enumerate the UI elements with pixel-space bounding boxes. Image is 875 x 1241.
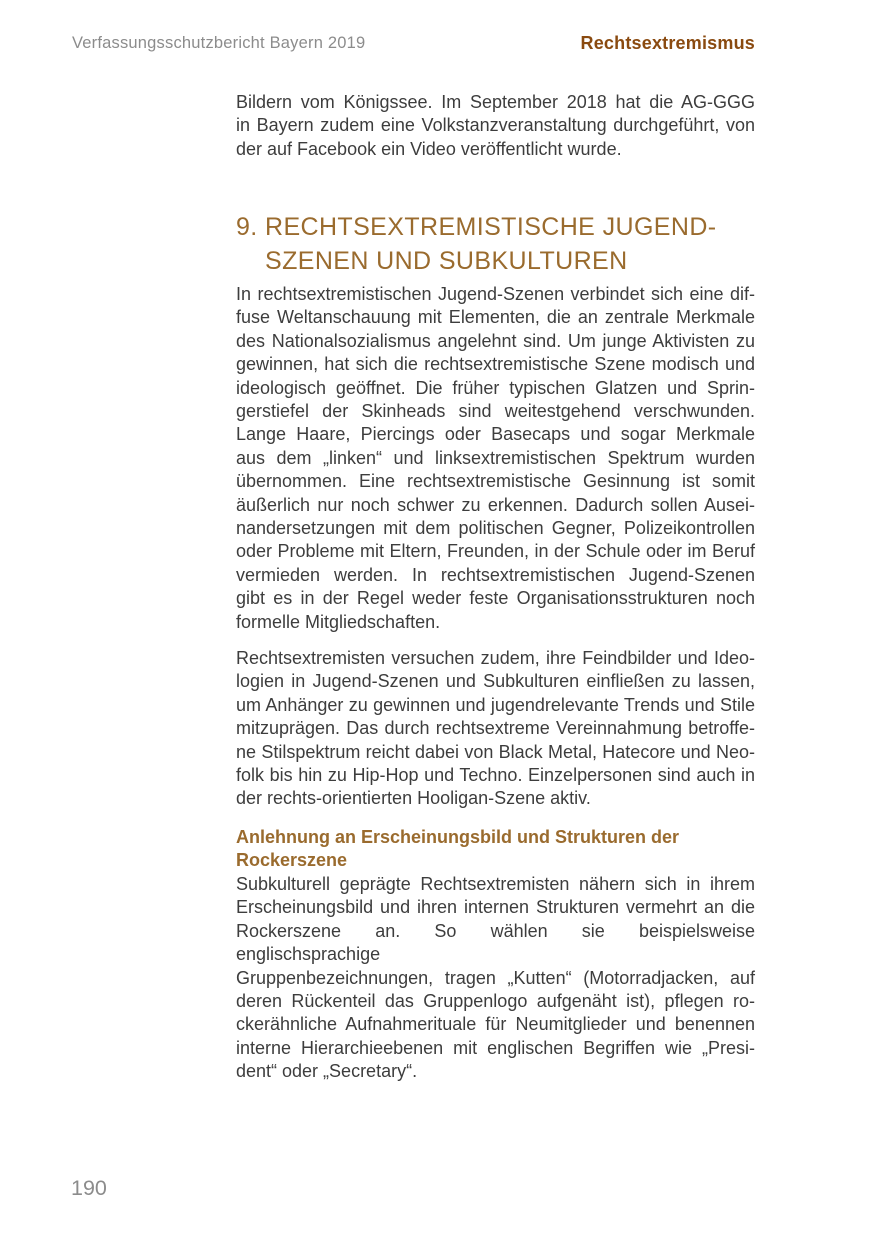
text-line: Erscheinungsbild und ihren internen Strukturen vermehrt an die	[236, 897, 755, 918]
running-head-report-title: Verfassungsschutzbericht Bayern 2019	[72, 34, 366, 52]
section-heading	[236, 210, 796, 278]
text-line: der rechts-orientierten Hooligan-Szene aktiv.	[236, 788, 591, 809]
paragraph-rockerszene	[236, 873, 755, 1084]
text-line: Bildern vom Königssee. Im September 2018 hat die AG-GGG	[236, 92, 755, 112]
section-heading-text	[265, 210, 717, 278]
text-line: des Nationalsozialismus angelehnt sind. Um junge Aktivisten zu	[236, 330, 755, 351]
text-line: äußerlich nur noch schwer zu erkennen. Dadurch sollen Ausei-	[236, 494, 755, 515]
text-line: mitzuprägen. Das durch rechtsextreme Vereinnahmung betroffe-	[236, 718, 755, 739]
text-line: gewinnen, hat sich die rechtsextremistische Szene modisch und	[236, 354, 755, 375]
paragraph-subkulturen	[236, 647, 755, 811]
text-line: In rechtsextremistischen Jugend-Szenen verbindet sich eine dif-	[236, 284, 755, 304]
sub-heading-rockerszene	[236, 826, 755, 873]
text-line: deren Rückenteil das Gruppenlogo aufgenäht ist), pflegen ro-	[236, 991, 755, 1012]
text-line: formelle Mitgliedschaften.	[236, 611, 441, 632]
section-number: 9.	[236, 213, 258, 241]
text-line: Subkulturell geprägte Rechtsextremisten nähern sich in ihrem	[236, 874, 755, 894]
text-line: der auf Facebook ein Video veröffentlicht wurde.	[236, 138, 622, 159]
text-line: interne Hierarchieebenen mit englischen Begriffen wie „Presi-	[236, 1037, 755, 1058]
paragraph-jugend-szenen	[236, 283, 755, 634]
text-line: um Anhänger zu gewinnen und jugendrelevante Trends und Stile	[236, 694, 755, 715]
text-line: ckerähnliche Aufnahmerituale für Neumitglieder und benennen	[236, 1014, 755, 1035]
page-number: 190	[71, 1176, 107, 1200]
intro-paragraph	[236, 91, 755, 161]
text-line: Rockerszene an. So wählen sie beispielsweise englischsprachige	[236, 920, 755, 965]
text-line: Gruppenbezeichnungen, tragen „Kutten“ (Motorradjacken, auf	[236, 967, 755, 988]
text-line: oder Probleme mit Eltern, Freunden, in der Schule oder im Beruf	[236, 541, 755, 562]
text-line: in Bayern zudem eine Volkstanzveranstaltung durchgeführt, von	[236, 115, 755, 136]
text-line: gibt es in der Regel weder feste Organisationsstrukturen noch	[236, 588, 755, 609]
text-line: Rechtsextremisten versuchen zudem, ihre Feindbilder und Ideo-	[236, 648, 755, 668]
running-head-chapter-title: Rechtsextremismus	[580, 33, 755, 53]
text-line: Rockerszene	[236, 850, 348, 871]
text-line: übernommen. Eine rechtsextremistische Gesinnung ist somit	[236, 471, 755, 492]
text-line: gerstiefel der Skinheads sind weitestgehend verschwunden.	[236, 401, 755, 422]
text-line: logien in Jugend-Szenen und Subkulturen einfließen zu lassen,	[236, 671, 755, 692]
text-line: RECHTSEXTREMISTISCHE JUGEND-	[265, 213, 717, 241]
text-line: vermieden werden. In rechtsextremistischen Jugend-Szenen	[236, 564, 755, 585]
text-line: fuse Weltanschauung mit Elementen, die an zentrale Merkmale	[236, 307, 755, 328]
text-line: aus dem „linken“ und linksextremistischen Spektrum wurden	[236, 447, 755, 468]
text-line: Lange Haare, Piercings oder Basecaps und sogar Merkmale	[236, 424, 755, 445]
text-line: nandersetzungen mit dem politischen Gegner, Polizeikontrollen	[236, 518, 755, 539]
text-line: folk bis hin zu Hip-Hop und Techno. Einzelpersonen sind auch in	[236, 765, 755, 786]
text-line: ne Stilspektrum reicht dabei von Black Metal, Hatecore und Neo-	[236, 741, 755, 762]
text-line: ideologisch geöffnet. Die früher typischen Glatzen und Sprin-	[236, 377, 755, 398]
text-line: Anlehnung an Erscheinungsbild und Strukturen der	[236, 827, 680, 847]
text-line: dent“ oder „Secretary“.	[236, 1061, 418, 1082]
text-line: SZENEN UND SUBKULTUREN	[265, 247, 628, 275]
